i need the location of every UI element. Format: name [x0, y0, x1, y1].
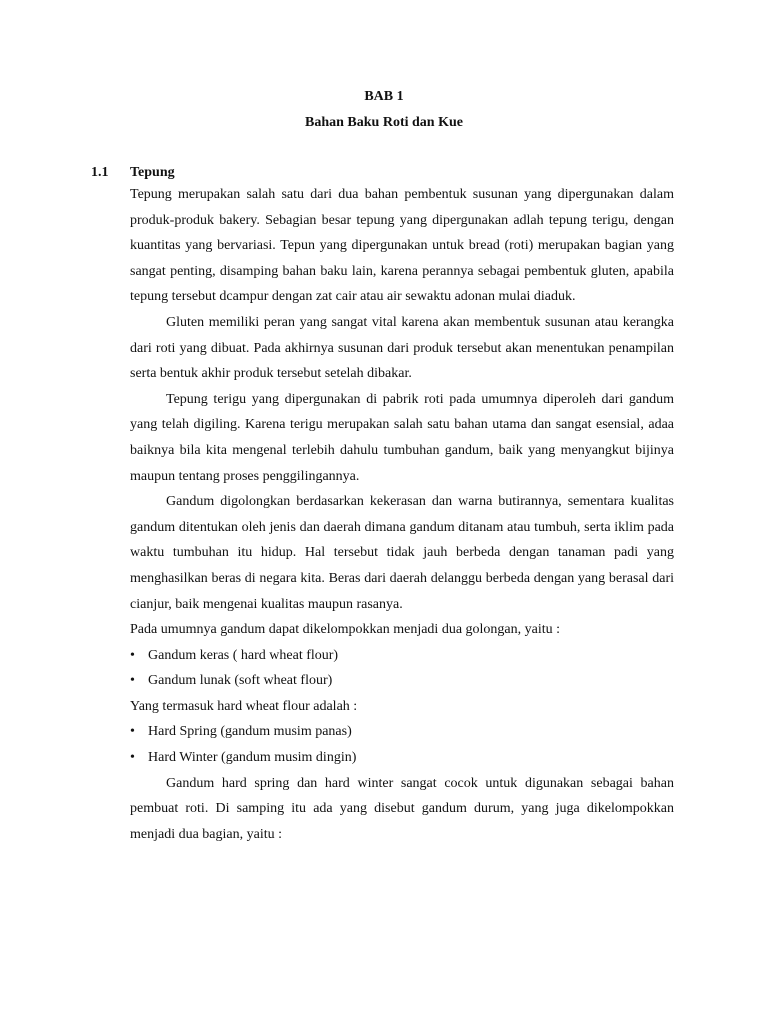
- paragraph-gandum-classification: Gandum digolongkan berdasarkan kekerasan dan warna butirannya, sementara kualitas gandum ditentukan oleh jenis dan daerah dimana gandum ditanam atau tumbuh, serta iklim pada waktu tumbuhan itu hidup. Hal tersebut tidak jauh berbeda dengan tanaman padi yang menghasilkan beras di negara kita. Beras dari daerah delanggu berbeda dengan yang berasal dari cianjur, baik mengenai kualitas maupun rasanya.: [130, 494, 674, 612]
- section-body: [130, 182, 674, 847]
- list-item: [130, 668, 674, 694]
- wheat-types-list: [130, 643, 674, 694]
- chapter-heading: BAB 1: [364, 89, 404, 104]
- list-item-text: Hard Winter (gandum musim dingin): [148, 750, 357, 766]
- bullet-icon: •: [130, 750, 135, 766]
- chapter-title: Bahan Baku Roti dan Kue: [305, 115, 463, 130]
- list-item-text: Gandum keras ( hard wheat flour): [148, 647, 339, 663]
- paragraph-gluten: Gluten memiliki peran yang sangat vital karena akan membentuk susunan atau kerangka dari roti yang dibuat. Pada akhirnya susunan dari produk tersebut akan menentukan penampilan serta bentuk akhir produk tersebut setelah dibakar.: [130, 314, 674, 382]
- list-item: [130, 745, 674, 771]
- paragraph-hard-spring-winter: Gandum hard spring dan hard winter sangat cocok untuk digunakan sebagai bahan pembuat roti. Di samping itu ada yang disebut gandum durum, yang juga dikelompokkan menjadi dua bagian, yaitu :: [130, 775, 674, 842]
- paragraph-terigu: Tepung terigu yang dipergunakan di pabrik roti pada umumnya diperoleh dari gandum yang telah digiling. Karena terigu merupakan salah satu bahan utama dan sangat esensial, adaa baiknya bila kita mengenal terlebih dahulu tumbuhan gandum, baik yang menyangkut bijinya maupun tentang proses penggilingannya.: [130, 391, 674, 484]
- section-number: 1.1: [91, 165, 109, 180]
- paragraph-hard-wheat-intro: Yang termasuk hard wheat flour adalah :: [130, 698, 358, 714]
- paragraph-wheat-groups-intro: Pada umumnya gandum dapat dikelompokkan menjadi dua golongan, yaitu :: [130, 622, 561, 638]
- hard-wheat-list: [130, 719, 674, 770]
- list-item-text: Gandum lunak (soft wheat flour): [148, 673, 333, 689]
- section-title: Tepung: [130, 165, 175, 180]
- bullet-icon: •: [130, 724, 135, 740]
- list-item: [130, 643, 674, 669]
- bullet-icon: •: [130, 647, 135, 663]
- paragraph-tepung-intro: Tepung merupakan salah satu dari dua bahan pembentuk susunan yang dipergunakan dalam produk-produk bakery. Sebagian besar tepung yang dipergunakan adlah tepung terigu, dengan kuantitas yang bervariasi. Tepun yang dipergunakan untuk bread (roti) merupakan bagian yang sangat penting, disamping bahan baku lain, karena perannya sebagai pembentuk gluten, apabila tepung tersebut dcampur dengan zat cair atau air sewaktu adonan mulai diaduk.: [130, 187, 674, 305]
- list-item-text: Hard Spring (gandum musim panas): [148, 724, 352, 740]
- list-item: [130, 719, 674, 745]
- bullet-icon: •: [130, 673, 135, 689]
